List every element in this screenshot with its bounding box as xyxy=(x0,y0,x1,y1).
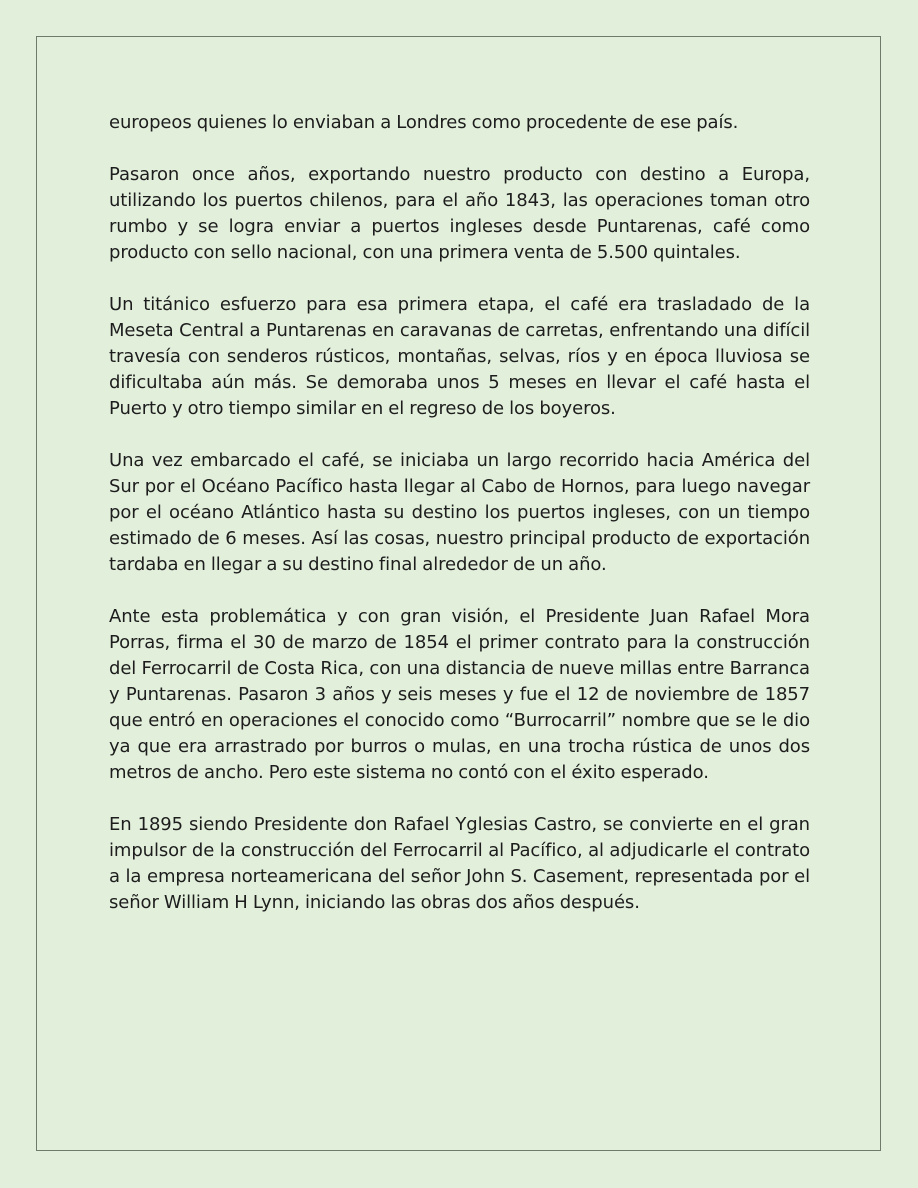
paragraph: En 1895 siendo Presidente don Rafael Yglesias Castro, se convierte en el gran impulsor de la construcción del Ferrocarril al Pacífico, al adjudicarle el contrato a la empresa norteamericana del señor John S. Casement, representada por el señor William H Lynn, iniciando las obras dos años después. xyxy=(109,814,810,913)
paragraph: Pasaron once años, exportando nuestro producto con destino a Europa, utilizando los puertos chilenos, para el año 1843, las operaciones toman otro rumbo y se logra enviar a puertos ingleses desde Puntarenas, café como producto con sello nacional, con una primera venta de 5.500 quintales. xyxy=(109,164,810,263)
paragraph: Ante esta problemática y con gran visión, el Presidente Juan Rafael Mora Porras, firma el 30 de marzo de 1854 el primer contrato para la construcción del Ferrocarril de Costa Rica, con una distancia de nueve millas entre Barranca y Puntarenas. Pasaron 3 años y seis meses y fue el 12 de noviembre de 1857 que entró en operaciones el conocido como “Burrocarril” nombre que se le dio ya que era arrastrado por burros o mulas, en una trocha rústica de unos dos metros de ancho. Pero este sistema no contó con el éxito esperado. xyxy=(109,606,810,783)
paragraph: europeos quienes lo enviaban a Londres como procedente de ese país. xyxy=(109,112,739,133)
paragraph: Una vez embarcado el café, se iniciaba un largo recorrido hacia América del Sur por el Océano Pacífico hasta llegar al Cabo de Hornos, para luego navegar por el océano Atlántico hasta su destino los puertos ingleses, con un tiempo estimado de 6 meses. Así las cosas, nuestro principal producto de exportación tardaba en llegar a su destino final alrededor de un año. xyxy=(109,450,810,575)
paragraph: Un titánico esfuerzo para esa primera etapa, el café era trasladado de la Meseta Central a Puntarenas en caravanas de carretas, enfrentando una difícil travesía con senderos rústicos, montañas, selvas, ríos y en época lluviosa se dificultaba aún más. Se demoraba unos 5 meses en llevar el café hasta el Puerto y otro tiempo similar en el regreso de los boyeros. xyxy=(109,294,810,419)
document-body xyxy=(109,110,810,942)
